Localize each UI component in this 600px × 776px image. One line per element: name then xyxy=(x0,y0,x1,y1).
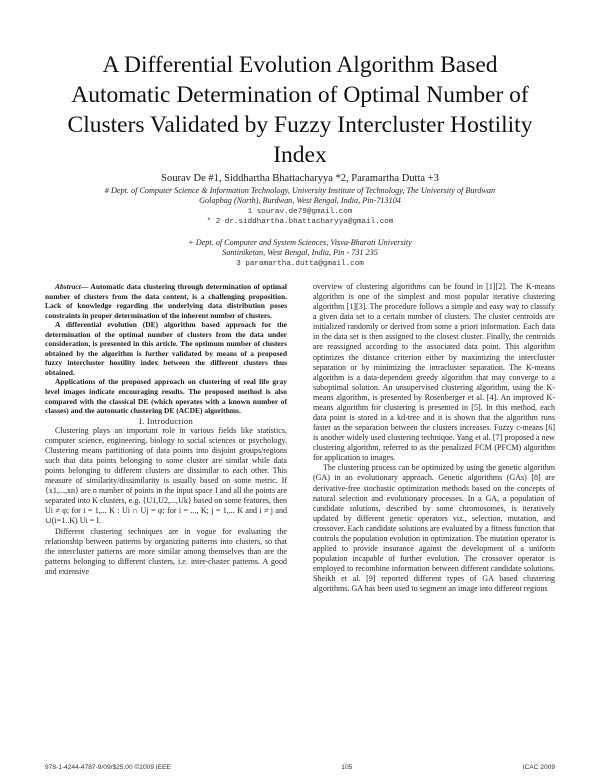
email-2: * 2 dr.siddhartha.bhattacharyya@gmail.com xyxy=(206,218,394,227)
left-column xyxy=(45,282,287,577)
right-paragraph-2: The clustering process can be optimized by using the genetic algorithm (GA) in an evolutionary approach. Genetic algorithms (GAs) [8] are derivative-free stochastic optimization methods based on the concepts of natural selection and evolutionary processes. In a GA, a population of candidate solutions, described by some chromosomes, is iteratively updated by different genetic operators viz., selection, mutation, and crossover. Each candidate solutions are evaluated by a fitness function that controls the population evolution in optimization. The mutation operator is applied to provide insurance against the development of a uniform population incapable of further evolution. The crossover operator is employed to recombine information between different candidate solutions. Sheikh et al. [9] reported different types of GA based clustering algorithms. GA has been used to segment an image into different regions xyxy=(313,463,555,594)
abstract-paragraph-2: A differential evolution (DE) algorithm based approach for the determination of the optimal number of clusters from the data under consideration, is presented in this article. The optimum number of clusters obtained by the algorithm is further validated by means of a proposed fuzzy intercluster hostility index between the different clusters thus obtained. xyxy=(45,320,287,377)
abstract xyxy=(45,282,287,416)
footer-conference: ICAC 2009 xyxy=(522,764,555,771)
title-line-4: Index xyxy=(273,142,327,168)
affiliation-2-line-2: Santiniketan, West Bengal, India, Pin - 731 235 xyxy=(222,248,378,258)
affiliation-1-line-1: # Dept. of Computer Science & Information Technology, University Institute of Technology, The University of Burdwan xyxy=(104,186,496,195)
title-line-2: Automatic Determination of Optimal Number of xyxy=(71,82,529,108)
paper-title xyxy=(44,50,556,170)
affiliation-1 xyxy=(44,186,556,228)
abstract-text-1: — Automatic data clustering through determination of optimal number of clusters from the data content, is a challenging proposition. Lack of knowledge regarding the underlying data distribution poses constraints in proper determination of the inherent number of clusters. xyxy=(45,282,287,320)
footer-copyright: 978-1-4244-4787-9/09/$25.00 ©2009 IEEE xyxy=(45,764,171,771)
right-paragraph-1: overview of clustering algorithms can be found in [1][2]. The K-means algorithm is one of the simplest and most popular iterative clustering algorithm [1][3]. The procedure follows a simple and easy way to classify a given data set to a certain number of clusters. The cluster centroids are initialized randomly or derived from some a priori information. Each data in the data set is then assigned to the closest cluster. Finally, the centroids are reassigned according to the associated data point. This algorithm optimizes the distance criterion either by maximizing the intercluster separation or by minimizing the intracluster separation. The K-means algorithm is a data-dependent greedy algorithm that may converge to a suboptimal solution. An unsupervised clustering algorithm, using the K-means algorithm, is presented by Rosenberger et al. [4]. An improved K-means algorithm for clustering is presented in [5]. In this method, each data point is stored in a kd-tree and it is shown that the algorithm runs faster as the separation between the clusters increases. Fuzzy c-means [6] is another widely used clustering technique. Yang et al. [7] proposed a new clustering algorithm, referred to as the penalized FCM (PFCM) algorithm for application to images. xyxy=(313,282,555,463)
affiliation-2-line-1: + Dept. of Computer and System Sciences, Visva-Bharati University xyxy=(188,238,412,247)
title-line-3: Clusters Validated by Fuzzy Intercluster Hostility xyxy=(67,112,533,138)
section-heading-introduction: I. Introduction xyxy=(138,415,194,426)
right-column xyxy=(313,282,555,594)
email-1: 1 sourav.de79@gmail.com xyxy=(247,207,353,216)
title-line-1: A Differential Evolution Algorithm Based xyxy=(102,52,498,78)
email-3: 3 paramartha.dutta@gmail.com xyxy=(236,259,364,268)
intro-paragraph-2: Different clustering techniques are in vogue for evaluating the relationship between patterns by organizing patterns into clusters, so that the intercluster patterns are more similar among themselves than are the patterns belonging to different clusters, i.e. inter-cluster patterns. A good and extensive xyxy=(45,526,287,576)
page-number: 105 xyxy=(341,764,353,771)
abstract-paragraph-3: Applications of the proposed approach on clustering of real life gray level images indicate encouraging results. The proposed method is also compared with the classical DE (which operates with a known number of classes) and the automatic clustering DE (ACDE) algorithms. xyxy=(45,377,287,416)
intro-paragraph-1: Clustering plays an important role in various fields like statistics, computer science, engineering, biology to social sciences or psychology. Clustering means partitioning of data points into disjoint groups/regions such that data points belonging to some cluster are similar while data points belonging to different clusters are dissimilar to each other. This measure of similarity/dissimilarity is usually based on some metric. If {x1,...,xn} are n number of points in the input space I and all the points are separated into K clusters, e.g. {U1,U2,...,Uk} based on some features, then Ui ≠ φ; for i = 1,... K : Ui ∩ Uj = φ; for i = ..., K; j = 1,... K and i ≠ j and ∪(i=1..K) Ui = I. xyxy=(45,425,287,526)
page-footer xyxy=(45,764,555,771)
affiliation-1-line-2: Golapbag (North), Burdwan, West Bengal, India, Pin-713104 xyxy=(199,196,401,206)
abstract-paragraph-1 xyxy=(45,282,287,320)
abstract-label: Abstract xyxy=(55,282,81,291)
author-list: Sourav De #1, Siddhartha Bhattacharyya *2, Paramartha Dutta +3 xyxy=(161,173,439,184)
affiliation-2 xyxy=(44,238,556,269)
